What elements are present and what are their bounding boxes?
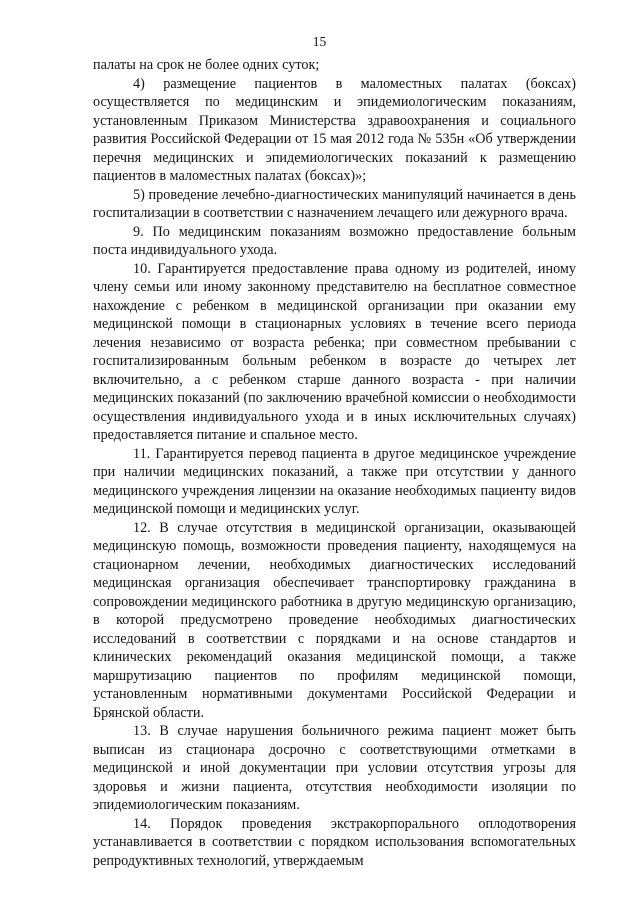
paragraph-clause-10: 10. Гарантируется предоставление права одному из родителей, иному члену семьи или иному законному представителю на бесплатное совместное нахождение с ребенком в медицинской организации при оказании ему медицинской помощи в стационарных условиях в течение всего периода лечения независимо от возраста ребенка; при совместном пребывании с госпитализированным больным ребенком в возрасте до четырех лет включительно, а с ребенком старше данного возраста - при наличии медицинских показаний (по заключению врачебной комиссии о необходимости осуществления индивидуального ухода и в иных исключительных случаях) предоставляется питание и спальное место. [93,260,576,443]
paragraph-clause-11: 11. Гарантируется перевод пациента в другое медицинское учреждение при наличии медицинских показаний, а также при отсутствии у данного медицинского учреждения лицензии на оказание необходимых пациенту видов медицинской помощи и медицинских услуг. [93,445,576,517]
document-body [93,56,576,870]
paragraph-item-4: 4) размещение пациентов в маломестных палатах (боксах) осуществляется по медицинским и эпидемиологическим показаниям, установленным Приказом Министерства здравоохранения и социального развития Российской Федерации от 15 мая 2012 года № 535н «Об утверждении перечня медицинских и эпидемиологических показаний к размещению пациентов в маломестных палатах (боксах)»; [93,75,576,184]
paragraph-clause-12: 12. В случае отсутствия в медицинской организации, оказывающей медицинскую помощь, возможности проведения пациенту, находящемуся на стационарном лечении, необходимых диагностических исследований медицинская организация обеспечивает транспортировку гражданина в сопровождении медицинского работника в другую медицинскую организацию, в которой предусмотрено проведение необходимых диагностических исследований в соответствии с порядками и на основе стандартов и клинических рекомендаций оказания медицинской помощи, а также маршрутизацию пациентов по профилям медицинской помощи, установленным нормативными документами Российской Федерации и Брянской области. [93,519,576,721]
page-number: 15 [312,34,327,49]
paragraph-item-5: 5) проведение лечебно-диагностических манипуляций начинается в день госпитализации в соответствии с назначением лечащего или дежурного врача. [93,186,576,221]
paragraph-clause-9: 9. По медицинским показаниям возможно предоставление больным поста индивидуального ухода. [93,223,576,258]
paragraph-clause-13: 13. В случае нарушения больничного режима пациент может быть выписан из стационара досрочно с соответствующими отметками в медицинской и иной документации при условии отсутствия угрозы для здоровья и жизни пациента, отсутствия необходимости изоляции по эпидемиологическим показаниям. [93,723,576,813]
paragraph-clause-14: 14. Порядок проведения экстракорпорального оплодотворения устанавливается в соответствии с порядком использования вспомогательных репродуктивных технологий, утверждаемым [93,815,576,869]
paragraph-continuation: палаты на срок не более одних суток; [93,57,320,73]
